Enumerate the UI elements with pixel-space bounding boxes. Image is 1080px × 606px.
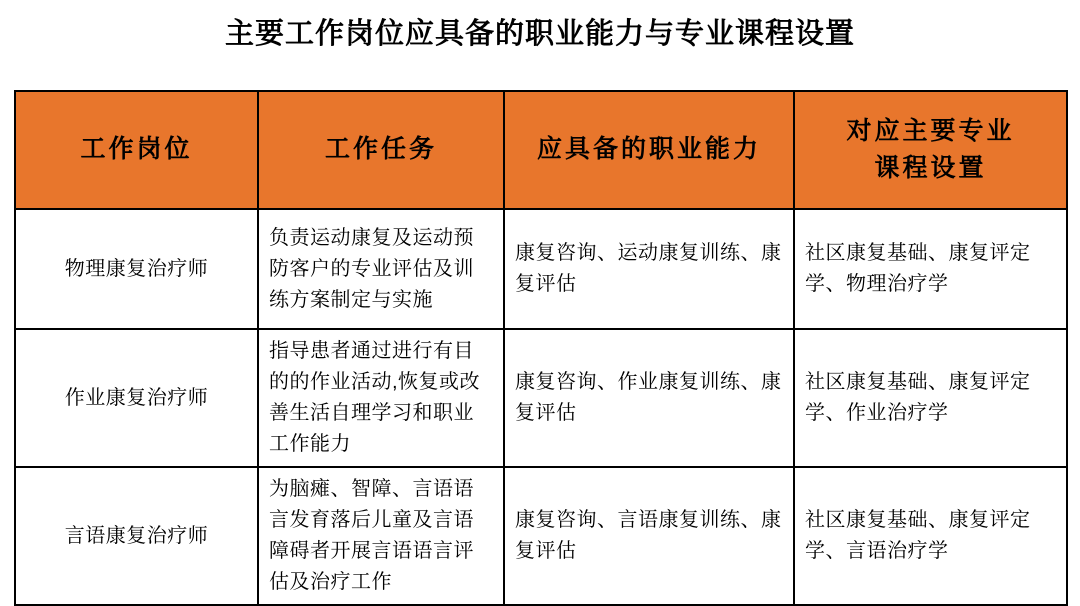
- column-header-post: 工作岗位: [15, 91, 258, 209]
- table-row: [15, 209, 1067, 329]
- column-header-course: [794, 91, 1067, 209]
- cell-post: 物理康复治疗师: [15, 209, 258, 329]
- table-row: [15, 467, 1067, 605]
- table-header: [15, 91, 1067, 209]
- cell-ability: 康复咨询、作业康复训练、康复评估: [504, 329, 794, 467]
- page-title: 主要工作岗位应具备的职业能力与专业课程设置: [224, 18, 855, 50]
- cell-task: 负责运动康复及运动预防客户的专业评估及训练方案制定与实施: [258, 209, 504, 329]
- column-header-task: 工作任务: [258, 91, 504, 209]
- table-header-row: [15, 91, 1067, 209]
- cell-task: 指导患者通过进行有目的的作业活动,恢复或改善生活自理学习和职业工作能力: [258, 329, 504, 467]
- cell-course: 社区康复基础、康复评定学、作业治疗学: [794, 329, 1067, 467]
- cell-course: 社区康复基础、康复评定学、言语治疗学: [794, 467, 1067, 605]
- cell-ability: 康复咨询、运动康复训练、康复评估: [504, 209, 794, 329]
- column-header-ability: 应具备的职业能力: [504, 91, 794, 209]
- cell-course: 社区康复基础、康复评定学、物理治疗学: [794, 209, 1067, 329]
- table-body: [15, 209, 1067, 605]
- cell-post: 言语康复治疗师: [15, 467, 258, 605]
- table-row: [15, 329, 1067, 467]
- cell-post: 作业康复治疗师: [15, 329, 258, 467]
- column-header-course-line1: 对应主要专业: [846, 116, 1015, 145]
- cell-ability: 康复咨询、言语康复训练、康复评估: [504, 467, 794, 605]
- cell-task: 为脑瘫、智障、言语语言发育落后儿童及言语障碍者开展言语语言评估及治疗工作: [258, 467, 504, 605]
- competency-course-table: [14, 90, 1068, 606]
- table-container: [14, 90, 1066, 606]
- column-header-course-line2: 课程设置: [874, 154, 987, 182]
